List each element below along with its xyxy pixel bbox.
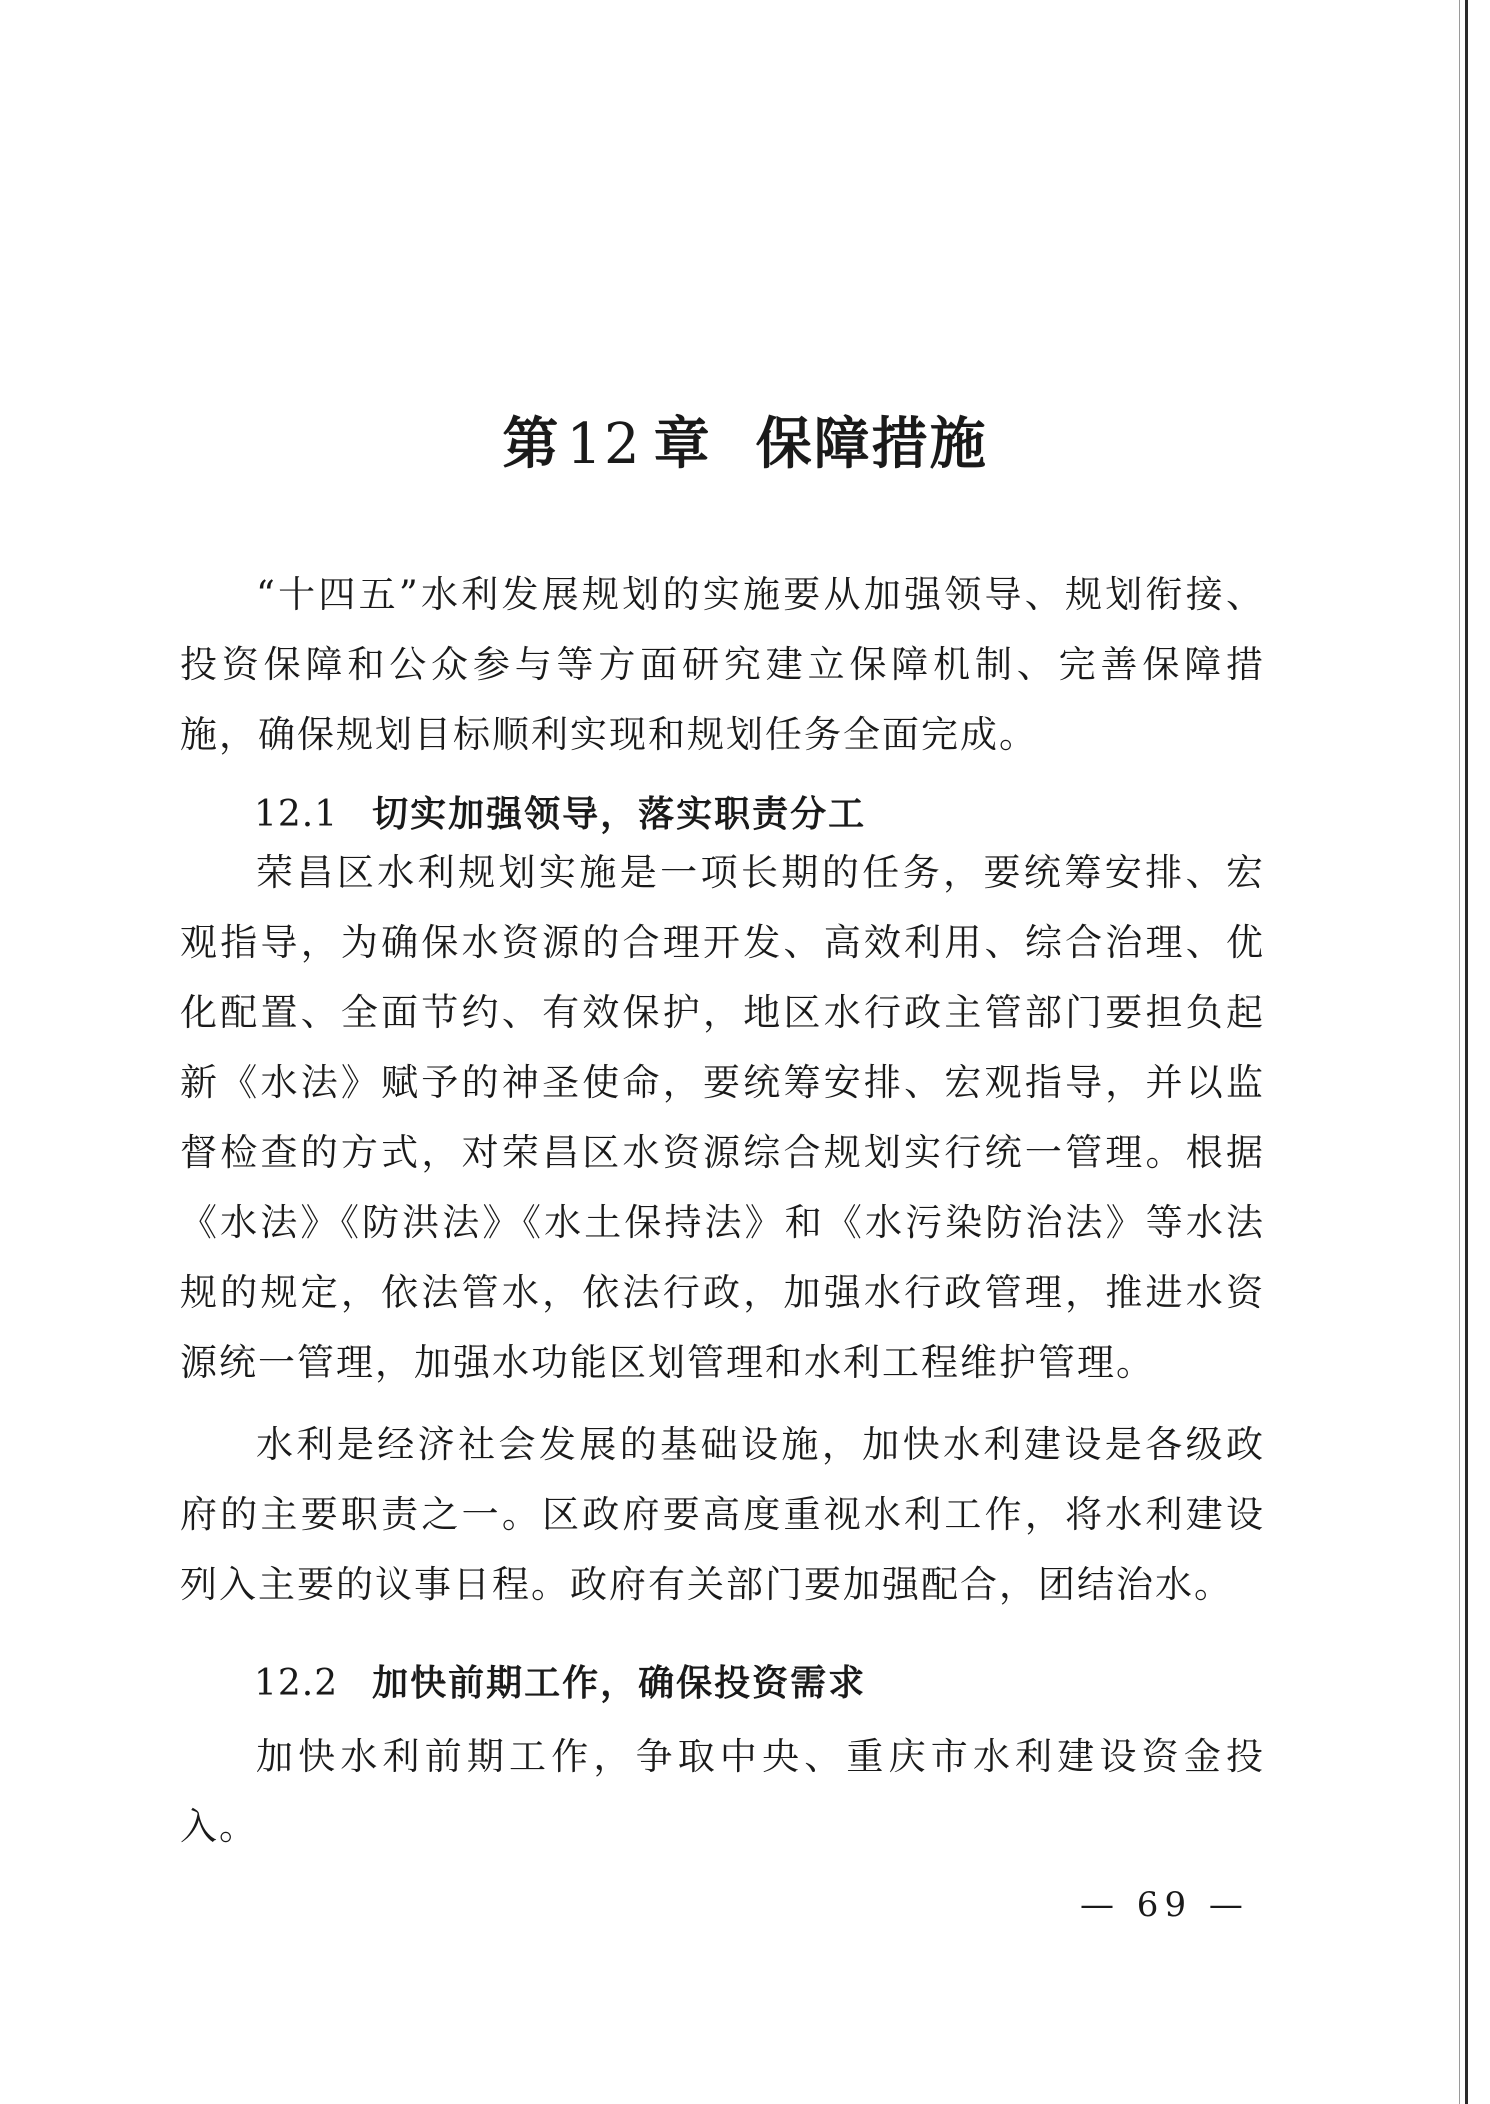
- section-number: 12.2: [254, 1663, 339, 1704]
- chapter-title: [0, 400, 1490, 480]
- page-number: — 69 —: [1080, 1885, 1249, 1925]
- section-title: 切实加强领导，落实职责分工: [372, 794, 867, 835]
- scan-edge-line-inner: [1459, 0, 1460, 2104]
- chapter-number: 12: [566, 412, 642, 477]
- body-paragraph: 水利是经济社会发展的基础设施，加快水利建设是各级政府的主要职责之一。区政府要高度重视水利工作，将水利建设列入主要的议事日程。政府有关部门要加强配合，团结治水。: [180, 1423, 1265, 1606]
- body-paragraph: 加快水利前期工作，争取中央、重庆市水利建设资金投入。: [180, 1735, 1265, 1848]
- chapter-prefix: 第: [502, 411, 561, 477]
- section-title: 加快前期工作，确保投资需求: [372, 1663, 867, 1704]
- section-number: 12.1: [254, 794, 339, 835]
- scan-edge-line: [1465, 0, 1468, 2104]
- chapter-suffix: 章: [653, 411, 712, 477]
- intro-paragraph: “十四五”水利发展规划的实施要从加强领导、规划衔接、投资保障和公众参与等方面研究建立保障机制、完善保障措施，确保规划目标顺利实现和规划任务全面完成。: [180, 573, 1265, 756]
- section-heading-12-2: [254, 1654, 866, 1714]
- chapter-heading-text: 保障措施: [755, 411, 988, 477]
- body-paragraph: 荣昌区水利规划实施是一项长期的任务，要统筹安排、宏观指导，为确保水资源的合理开发、高效利用、综合治理、优化配置、全面节约、有效保护，地区水行政主管部门要担负起新《水法》赋予的神圣使命，要统筹安排、宏观指导，并以监督检查的方式，对荣昌区水资源综合规划实行统一管理。根据《水法》《防洪法》《水土保持法》和《水污染防治法》等水法规的规定，依法管水，依法行政，加强水行政管理，推进水资源统一管理，加强水功能区划管理和水利工程维护管理。: [180, 851, 1265, 1384]
- section-heading-12-1: [254, 785, 866, 845]
